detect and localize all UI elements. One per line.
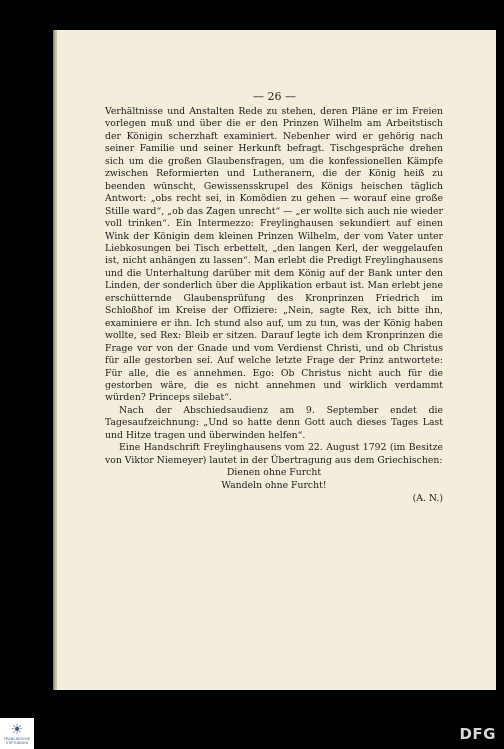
- paragraph-1: Verhältnisse und Anstalten Rede zu stehen, deren Pläne er im Freien vorlegen muß und über die er den Prinzen Wilhelm am Arbeitstisch der Königin scherzhaft examiniert. Nebenher wird er gehörig nach seiner Familie und seiner Herkunft befragt. Tischgespräche drehen sich um die großen Glaubensfragen, um die konfessionellen Kämpfe zwischen Reformierten und Lutheranern, die der König heiß zu beenden wünscht, Gewissensskrupel des Königs heischen täglich Antwort: „obs recht sei, in Komödien zu gehen — worauf eine große Stille ward“, „ob das Zagen unrecht“ — „er wollte sich auch nie wieder voll trinken“. Ein Intermezzo: Freylinghausen sekundiert auf einen Wink der Königin dem kleinen Prinzen Wilhelm, der vom Vater unter Liebkosungen bei Tisch erbettelt, „den langen Kerl, der weggelaufen ist, nicht anhängen zu lassen“. Man erlebt die Predigt Freylinghausens und die Unterhaltung darüber mit dem König auf der Bank unter den Linden, der sonderlich über die Applikation erbaut ist. Man erlebt jene erschütternde Glaubensprüfung des Kronprinzen Friedrich im Schloßhof im Kreise der Offiziere: „Nein, sagte Rex, ich bitte ihn, examiniere er ihn. Ich stund also auf, um zu tun, was der König haben wollte, sed Rex: Bleib er sitzen. Darauf legte ich dem Kronprinzen die Frage vor von der Gnade und vom Verdienst Christi, und ob Christus für alle gestorben sei. Auf welche letzte Frage der Prinz antwortete: Für alle, die es annehmen. Ego: Ob Christus nicht auch für die gestorben wäre, die es nicht annehmen und wirklich verdammt würden? Princeps silebat“.: [105, 106, 443, 404]
- paragraph-2: Nach der Abschiedsaudienz am 9. September endet die Tagesaufzeichnung: „Und so hatte denn Gott auch dieses Tages Last und Hitze tragen und überwinden helfen“.: [105, 404, 443, 441]
- paragraph-3: Eine Handschrift Freylinghausens vom 22. August 1792 (im Besitze von Viktor Niemeyer) lautet in der Übertragung aus dem Griechischen:: [105, 442, 443, 466]
- sun-icon: ☀: [10, 721, 24, 738]
- franckesche-stiftungen-logo: [0, 718, 34, 749]
- page-number: — 26 —: [253, 90, 296, 103]
- page-body: [105, 106, 443, 506]
- verse-line-2: Wandeln ohne Furcht!: [221, 479, 327, 491]
- verse-line-1: Dienen ohne Furcht: [226, 467, 322, 479]
- logo-label: FRANCKESCHE STIFTUNGEN: [4, 736, 30, 745]
- dfg-logo: DFG: [459, 725, 496, 743]
- signature: (A. N.): [412, 493, 443, 505]
